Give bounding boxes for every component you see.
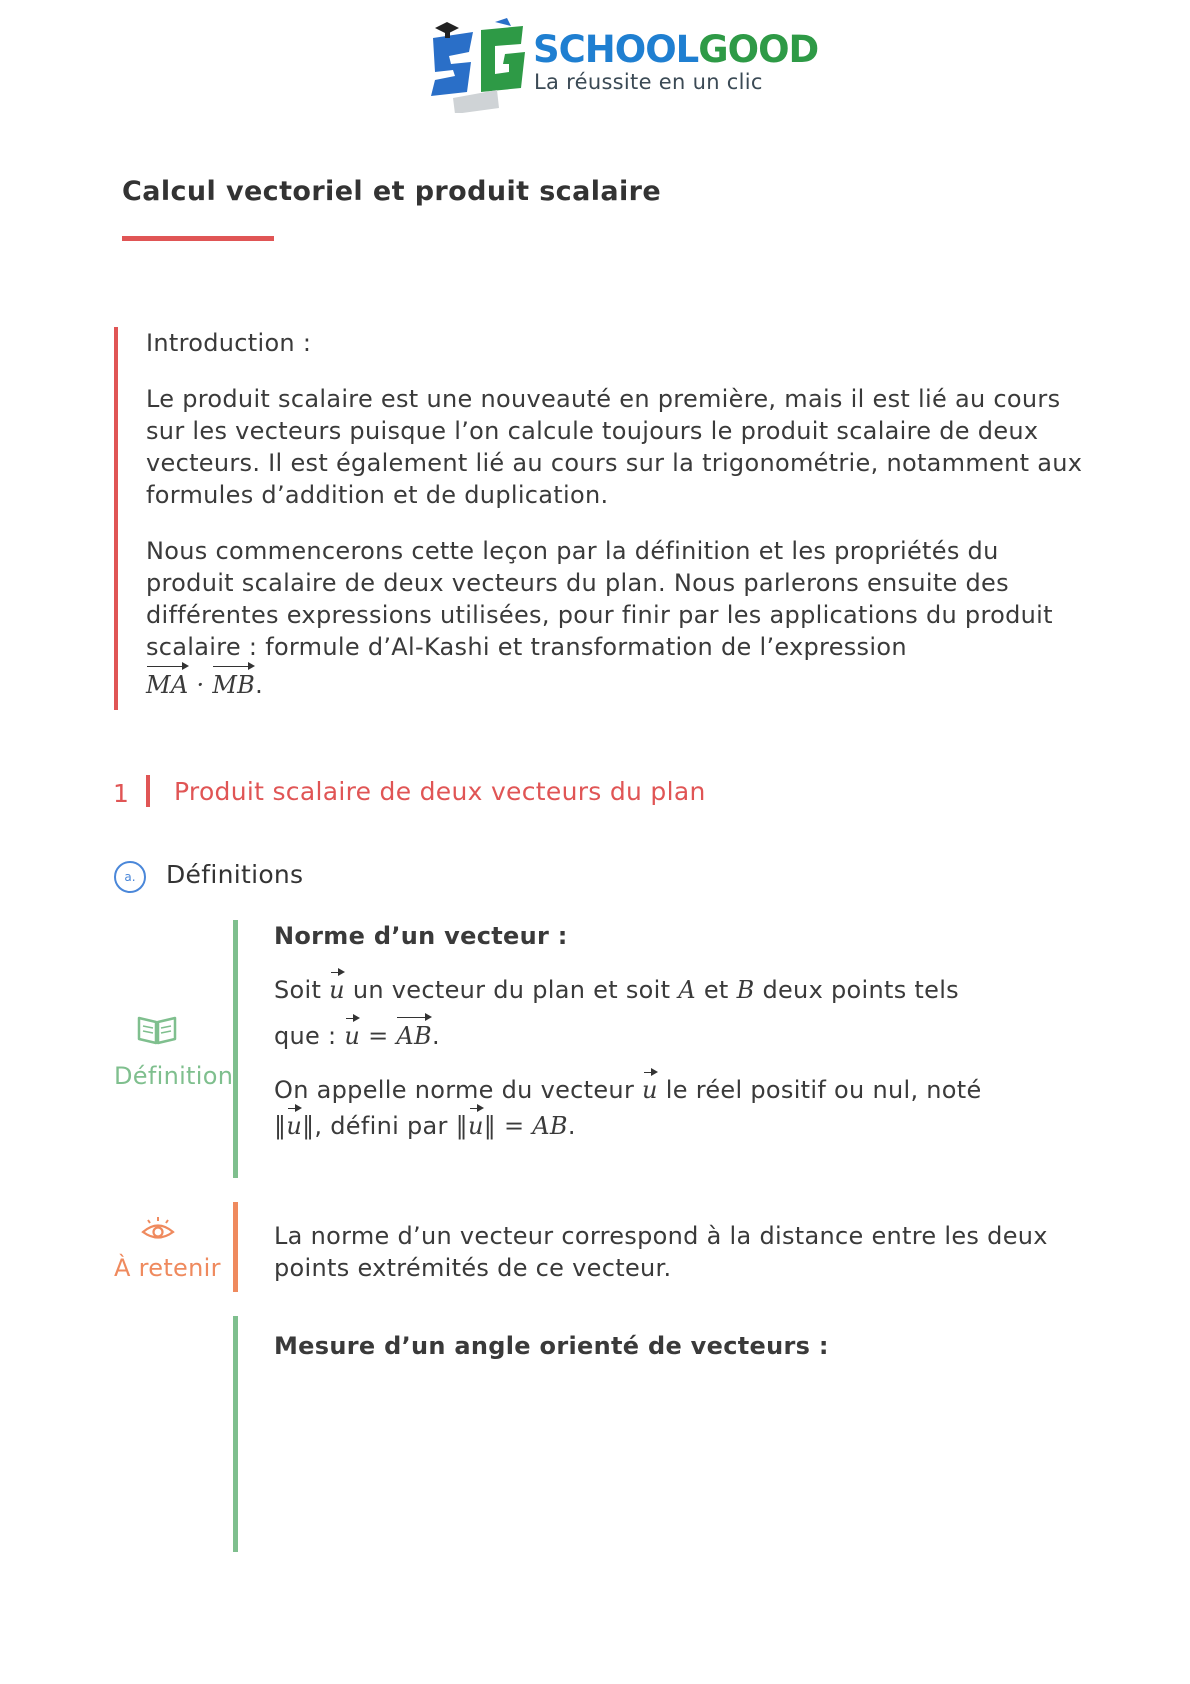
definition-box-2 xyxy=(233,1316,1078,1552)
vector-ma: MA xyxy=(146,671,189,699)
vector-mb: MB xyxy=(212,671,256,699)
text-line1c: deux points tels xyxy=(762,976,959,1004)
retenir-label: À retenir xyxy=(114,1254,221,1282)
text-line3a: On appelle norme du vecteur xyxy=(274,1076,635,1104)
eye-icon xyxy=(140,1215,176,1243)
definition-box xyxy=(233,920,1078,1178)
norm-open: ‖ xyxy=(274,1112,287,1140)
brand-name: SCHOOLGOOD xyxy=(533,28,819,71)
section-bar xyxy=(146,775,150,807)
definition-line-2: que : u = AB. xyxy=(274,1022,440,1050)
text-soit: Soit xyxy=(274,976,322,1004)
sg-logo-mark-icon xyxy=(425,18,535,113)
equals-sign: = xyxy=(368,1022,397,1050)
section-title: Produit scalaire de deux vecteurs du plan xyxy=(174,777,706,806)
vector-u-norm2: u xyxy=(286,1112,303,1140)
point-b: B xyxy=(736,976,755,1004)
vector-u: u xyxy=(329,976,345,1004)
intro-heading: Introduction : xyxy=(146,329,312,357)
section-number: 1 xyxy=(113,779,129,808)
definition-content xyxy=(274,920,1074,1142)
norm-close-2: ‖ xyxy=(483,1112,497,1140)
definition-2-heading-text: Mesure d’un angle orienté de vecteurs : xyxy=(274,1332,829,1360)
distance-ab: AB xyxy=(532,1112,568,1140)
definition-2-heading xyxy=(274,1330,1074,1362)
vector-ab: AB xyxy=(396,1022,432,1050)
definition-line-3 xyxy=(274,1074,1074,1106)
subsection-title: Définitions xyxy=(166,860,304,889)
intro-paragraph-1: Le produit scalaire est une nouveauté en première, mais il est lié au cours sur les vecteurs puisque l’on calcule toujours le produit scalaire de deux vecteurs. Il est également lié au cours sur la trigonométrie, notamment aux formules d’addition et de duplication. xyxy=(146,385,1083,509)
definition-line-4: ‖u‖, défini par ‖u‖ = AB. xyxy=(274,1112,576,1140)
title-underline xyxy=(122,236,274,241)
retenir-box xyxy=(233,1202,1078,1292)
definition-heading: Norme d’un vecteur : xyxy=(274,922,568,950)
intro-content xyxy=(146,327,1086,701)
definition-line-1 xyxy=(274,974,1074,1006)
brand-tagline: La réussite en un clic xyxy=(534,70,763,94)
point-a: A xyxy=(678,976,696,1004)
text-line4b: , défini par xyxy=(314,1112,448,1140)
retenir-content: La norme d’un vecteur correspond à la distance entre les deux points extrémités de ce vecteur. xyxy=(274,1222,1048,1282)
intro-expression: MA · MB. xyxy=(146,671,264,699)
open-book-icon xyxy=(136,1012,178,1046)
vector-u-norm: u xyxy=(642,1076,658,1104)
intro-paragraph-2 xyxy=(146,535,1086,701)
norm-close: ‖ xyxy=(302,1112,315,1140)
text-que: que : xyxy=(274,1022,337,1050)
intro-paragraph-2-text: Nous commencerons cette leçon par la définition et les propriétés du produit scalaire de deux vecteurs du plan. Nous parlerons ensuite des différentes expressions utilisées, pour finir par les applications du produit scalaire : formule d’Al-Kashi et transformation de l’expression xyxy=(146,537,1053,661)
page-title: Calcul vectoriel et produit scalaire xyxy=(122,176,662,207)
norm-open-2: ‖ xyxy=(455,1112,468,1140)
vector-u-norm3: u xyxy=(467,1112,484,1140)
dot-operator: · xyxy=(196,671,213,699)
text-line1b: un vecteur du plan et soit xyxy=(352,976,671,1004)
definition-label: Définition xyxy=(114,1062,234,1090)
text-et: et xyxy=(703,976,729,1004)
subsection-marker: a. xyxy=(114,861,146,893)
intro-block xyxy=(114,327,1083,710)
text-line3b: le réel positif ou nul, noté xyxy=(665,1076,982,1104)
vector-u-eq: u xyxy=(344,1022,361,1050)
equals-sign-2: = xyxy=(503,1112,533,1140)
